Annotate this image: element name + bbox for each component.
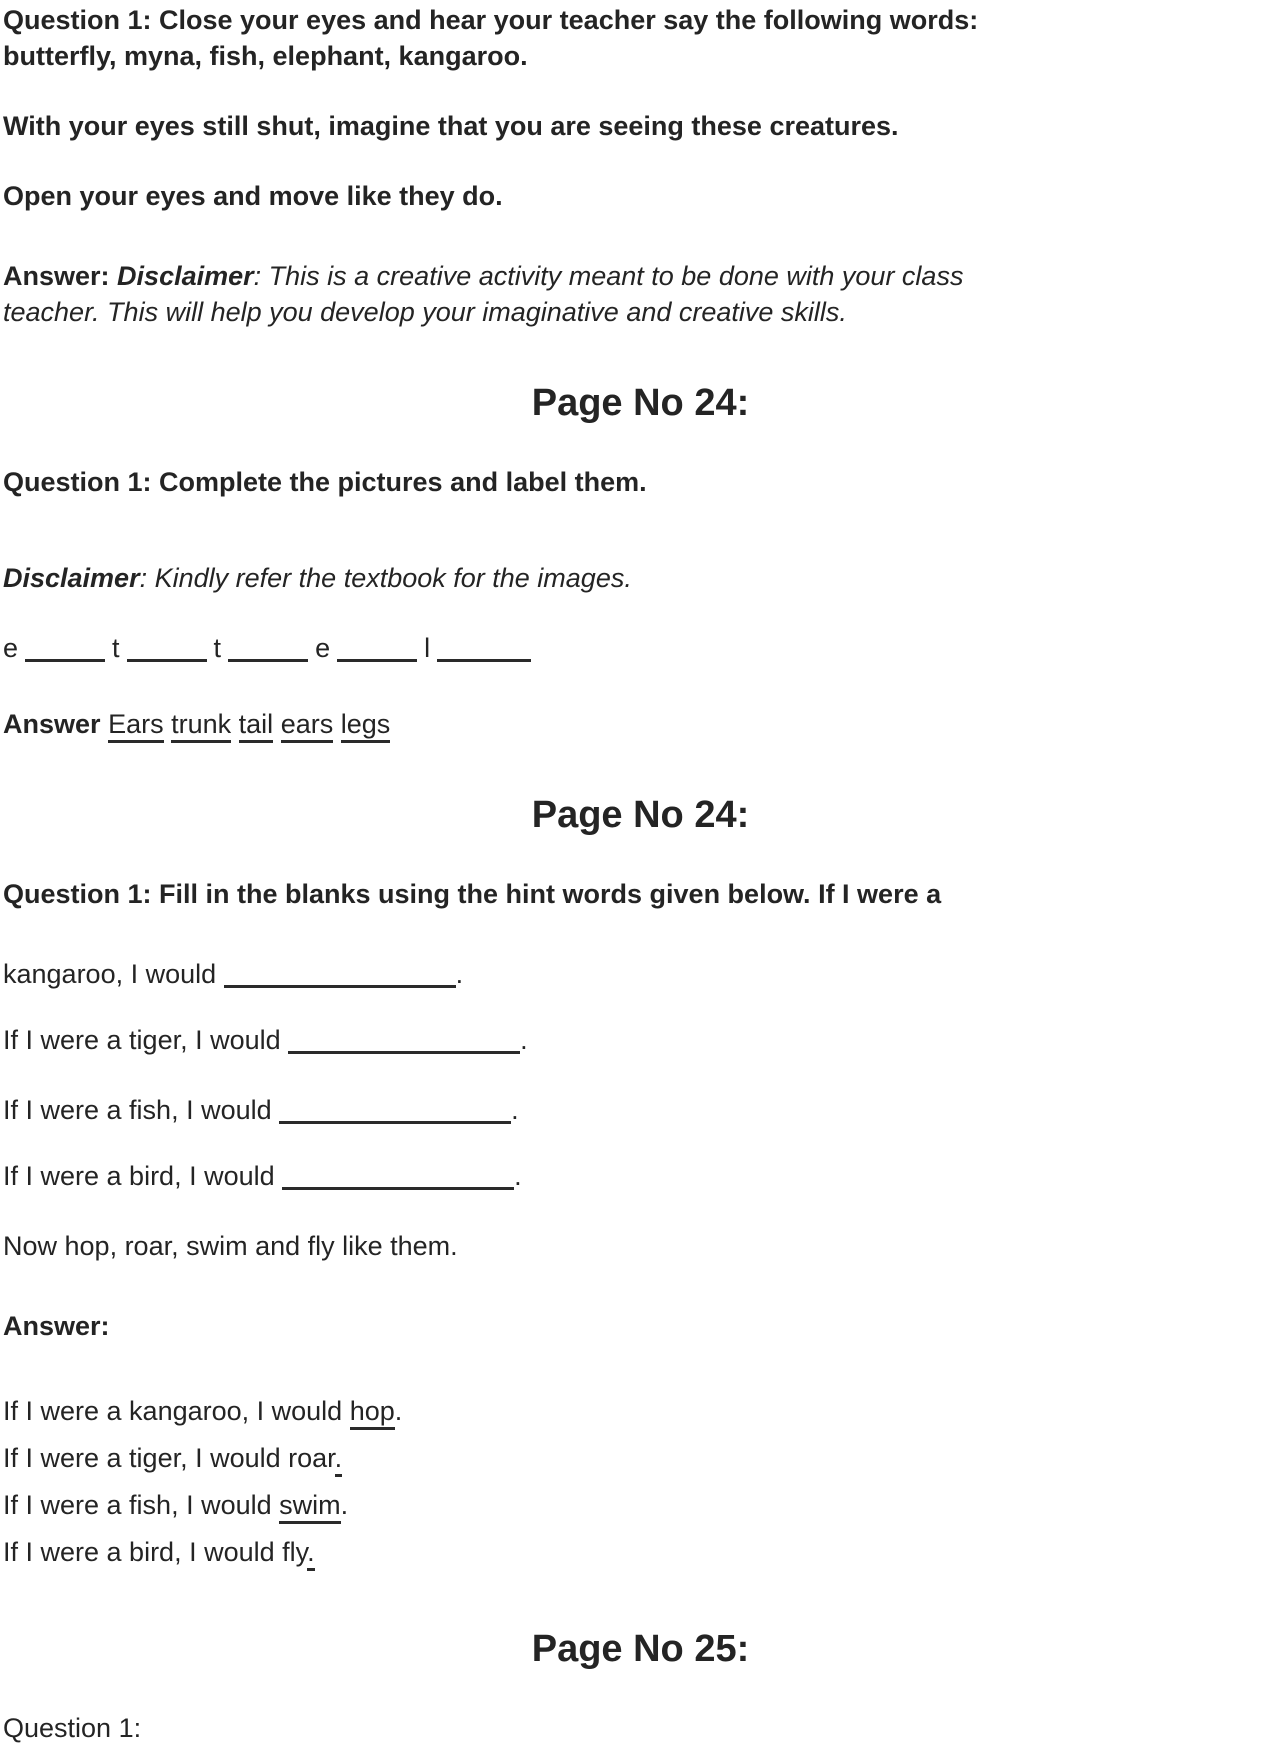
- letter-blank: [337, 655, 417, 662]
- letter-blank: [25, 655, 105, 662]
- answer-pre: If I were a kangaroo, I would: [3, 1396, 350, 1426]
- activity-question-line-1: Question 1: Close your eyes and hear your teacher say the following words:: [3, 5, 979, 35]
- answer-pre: If I were a tiger, I would roar: [3, 1443, 335, 1473]
- disclaimer-text: : Kindly refer the textbook for the images.: [139, 563, 632, 593]
- answer-label: Answer:: [3, 261, 110, 291]
- letter-blank: [228, 655, 308, 662]
- fill-suffix: .: [511, 1095, 519, 1125]
- fill-suffix: .: [520, 1025, 528, 1055]
- fill-line: [3, 956, 1278, 992]
- label-answer-line: [3, 706, 1278, 742]
- fill-prefix: If I were a fish, I would: [3, 1095, 272, 1125]
- fill-answer-label: Answer:: [3, 1311, 110, 1341]
- label-question: Question 1: Complete the pictures and label them.: [3, 467, 647, 497]
- fill-prefix: If I were a bird, I would: [3, 1161, 275, 1191]
- hint-letter: e: [315, 633, 331, 663]
- answer-line: [3, 1435, 1278, 1482]
- answer-word: trunk: [171, 709, 231, 743]
- answer-pre: If I were a bird, I would fly: [3, 1537, 308, 1567]
- fill-line: [3, 1022, 1278, 1058]
- disclaimer-text-line-1: : This is a creative activity meant to be done with your class: [253, 261, 964, 291]
- answer-post: .: [394, 1396, 403, 1426]
- answer-pre: If I were a fish, I would: [3, 1490, 280, 1520]
- answer-line: [3, 1388, 1278, 1435]
- fill-prefix: If I were a tiger, I would: [3, 1025, 281, 1055]
- activity-instruction-1: With your eyes still shut, imagine that you are seeing these creatures.: [3, 111, 899, 141]
- hint-letter: t: [112, 633, 120, 663]
- answer-list: [3, 1388, 1278, 1576]
- page-heading-25: Page No 25:: [531, 1628, 750, 1670]
- answer-word: tail: [239, 709, 274, 743]
- answer-word: legs: [341, 709, 391, 743]
- hint-letter: t: [213, 633, 222, 663]
- disclaimer-label: Disclaimer: [117, 261, 254, 291]
- answer-label: Answer: [3, 709, 101, 739]
- letter-blank: [127, 655, 207, 662]
- fill-blank: [224, 981, 456, 988]
- answer-underlined: hop: [350, 1396, 395, 1430]
- fill-blank: [279, 1117, 511, 1124]
- answer-line: [3, 1529, 1278, 1576]
- disclaimer-text-line-2: teacher. This will help you develop your imaginative and creative skills.: [3, 297, 847, 327]
- answer-post: .: [340, 1490, 349, 1520]
- answer-word: Ears: [108, 709, 164, 743]
- letter-blank: [437, 655, 531, 662]
- activity-instruction-2: Open your eyes and move like they do.: [3, 181, 503, 211]
- fill-suffix: .: [455, 959, 464, 989]
- activity-answer: [3, 258, 1278, 330]
- activity-question-line-2: butterfly, myna, fish, elephant, kangaroo.: [3, 41, 528, 71]
- fill-blank: [282, 1183, 514, 1190]
- hint-letter: e: [3, 633, 19, 663]
- fill-prefix: kangaroo, I would: [3, 959, 217, 989]
- fill-line: [3, 1158, 1278, 1194]
- page-heading-24a: Page No 24:: [531, 382, 750, 424]
- fill-line: [3, 1092, 1278, 1128]
- answer-word: ears: [281, 709, 334, 743]
- trailing-question: Question 1:: [3, 1713, 142, 1743]
- answer-line: [3, 1482, 1278, 1529]
- page-heading-24b: Page No 24:: [531, 794, 750, 836]
- activity-question: [3, 2, 1278, 74]
- hint-letter: l: [424, 633, 431, 663]
- letter-blanks-line: [3, 630, 1278, 666]
- label-disclaimer: [3, 560, 1278, 596]
- disclaimer-label: Disclaimer: [3, 563, 140, 593]
- answer-underlined: .: [335, 1443, 343, 1477]
- fill-blank: [288, 1047, 520, 1054]
- answer-underlined: .: [307, 1537, 315, 1571]
- answer-underlined: swim: [279, 1490, 341, 1524]
- fill-note: Now hop, roar, swim and fly like them.: [3, 1231, 458, 1261]
- fill-question: Question 1: Fill in the blanks using the hint words given below. If I were a: [3, 879, 942, 909]
- fill-suffix: .: [514, 1161, 522, 1191]
